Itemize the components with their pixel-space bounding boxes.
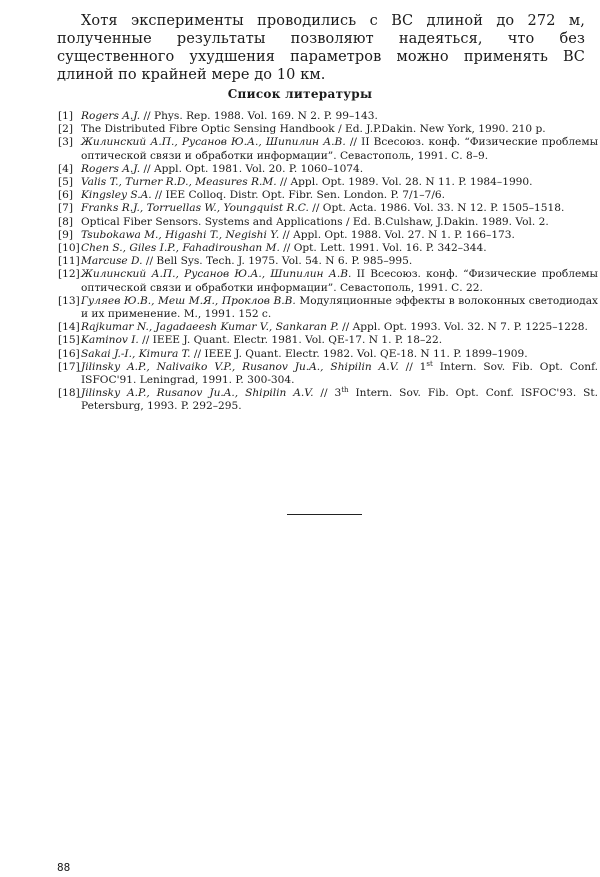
reference-authors: Kaminov I.: [81, 334, 139, 347]
reference-text: // Appl. Opt. 1988. Vol. 27. N 1. P. 166–173.: [279, 228, 515, 241]
reference-text: // 3: [313, 387, 342, 400]
reference-number: [18]: [58, 387, 80, 400]
reference-item: [58, 361, 598, 387]
reference-item: [58, 268, 598, 294]
page-number: 88: [57, 861, 71, 874]
intro-paragraph: Хотя эксперименты проводились с ВС длиной до 272 м, полученные результаты позволяют надеяться, что без существенного ухудшения параметров можно применять ВС длиной по крайней мере до 10 км.: [57, 13, 585, 83]
reference-number: [10]: [58, 242, 80, 255]
reference-superscript: th: [341, 386, 349, 395]
reference-text: // Phys. Rep. 1988. Vol. 169. N 2. P. 99–143.: [140, 110, 378, 122]
reference-item: [58, 387, 598, 413]
reference-number: [11]: [58, 255, 80, 268]
reference-text: Optical Fiber Sensors. Systems and Applications / Ed. B.Culshaw, J.Dakin. 1989. Vol. 2.: [81, 215, 549, 228]
reference-item: [58, 334, 598, 347]
reference-text: // Appl. Opt. 1993. Vol. 32. N 7. P. 1225–1228.: [338, 321, 588, 334]
reference-text: // IEEE J. Quant. Electr. 1982. Vol. QE-18. N 11. P. 1899–1909.: [190, 347, 528, 360]
reference-authors: Jilinsky A.P., Nalivaiko V.P., Rusanov Ju.A., Shipilin A.V.: [81, 360, 399, 373]
reference-item: [58, 123, 598, 136]
reference-authors: Franks R.J., Torruellas W., Youngquist R.C.: [81, 202, 309, 215]
reference-authors: Жилинский А.П., Русанов Ю.А., Шипилин А.В.: [81, 268, 352, 281]
reference-number: [13]: [58, 294, 80, 307]
reference-number: [4]: [58, 162, 74, 175]
reference-item: [58, 176, 598, 189]
reference-text: // IEE Colloq. Distr. Opt. Fibr. Sen. London. P. 7/1–7/6.: [151, 189, 446, 202]
reference-text: // IEEE J. Quant. Electr. 1981. Vol. QE-17. N 1. P. 18–22.: [138, 334, 443, 347]
reference-number: [1]: [58, 110, 74, 122]
reference-number: [5]: [58, 176, 74, 189]
reference-authors: Rogers A.J.: [81, 162, 141, 175]
reference-number: [17]: [58, 360, 80, 373]
reference-text-continued: Intern. Sov. Fib. Opt. Conf. ISFOC'93. St. Petersburg, 1993. P. 292–295.: [81, 387, 598, 413]
reference-authors: Rajkumar N., Jagadaeesh Kumar V., Sankaran P.: [81, 321, 339, 334]
reference-text: // Appl. Opt. 1981. Vol. 20. P. 1060–1074.: [140, 162, 364, 175]
reference-text: // 1: [398, 360, 427, 373]
reference-text: // Bell Sys. Tech. J. 1975. Vol. 54. N 6. P. 985–995.: [142, 255, 413, 268]
reference-authors: Гуляев Ю.В., Меш М.Я., Проклов В.В.: [81, 294, 296, 307]
reference-number: [9]: [58, 228, 74, 241]
reference-authors: Chen S., Giles I.P., Fahadiroushan M.: [81, 242, 280, 255]
reference-number: [2]: [58, 123, 74, 136]
reference-authors: Tsubokawa M., Higashi T., Negishi Y.: [81, 228, 280, 241]
reference-number: [3]: [58, 136, 74, 149]
reference-number: [8]: [58, 215, 74, 228]
reference-item: [58, 163, 598, 176]
reference-number: [7]: [58, 202, 74, 215]
reference-authors: Sakai J.-I., Kimura T.: [81, 347, 191, 360]
reference-text: // II Всесоюз. конф. “Физические проблемы оптической связи и обработки информации”. Севастополь, 1991. С. 8–9.: [81, 136, 598, 162]
reference-item: [58, 216, 598, 229]
reference-item: [58, 110, 598, 123]
reference-item: [58, 136, 598, 162]
section-divider: [287, 514, 362, 515]
reference-text: // Opt. Lett. 1991. Vol. 16. P. 342–344.: [279, 242, 487, 255]
reference-text: II Всесоюз. конф. “Физические проблемы оптической связи и обработки информации”. Севастополь, 1991. С. 22.: [81, 268, 598, 294]
reference-authors: Rogers A.J.: [81, 110, 141, 122]
reference-item: [58, 295, 598, 321]
reference-text: // Opt. Acta. 1986. Vol. 33. N 12. P. 1505–1518.: [308, 202, 565, 215]
reference-text: // Appl. Opt. 1989. Vol. 28. N 11. P. 1984–1990.: [276, 176, 533, 189]
reference-authors: Marcuse D.: [81, 255, 143, 268]
reference-authors: Kingsley S.A.: [81, 189, 152, 202]
reference-item: [58, 189, 598, 202]
reference-text: The Distributed Fibre Optic Sensing Handbook / Ed. J.P.Dakin. New York, 1990. 210 p.: [81, 123, 546, 136]
reference-item: [58, 255, 598, 268]
reference-authors: Жилинский А.П., Русанов Ю.А., Шипилин А.В.: [81, 136, 346, 149]
reference-number: [12]: [58, 268, 80, 281]
reference-item: [58, 321, 598, 334]
reference-item: [58, 202, 598, 215]
reference-text-continued: Intern. Sov. Fib. Opt. Conf. ISFOC'91. Leningrad, 1991. P. 300-304.: [81, 360, 598, 387]
reference-item: [58, 242, 598, 255]
reference-item: [58, 348, 598, 361]
reference-number: [6]: [58, 189, 74, 202]
references-list: [58, 110, 598, 414]
reference-item: [58, 229, 598, 242]
reference-authors: Jilinsky A.P., Rusanov Ju.A., Shipilin A.V.: [81, 387, 314, 400]
references-heading: Список литературы: [227, 87, 373, 101]
reference-superscript: st: [426, 359, 433, 368]
reference-text: Модуляционные эффекты в волоконных светодиодах и их применение. М., 1991. 152 с.: [81, 294, 598, 321]
reference-number: [14]: [58, 321, 80, 334]
reference-authors: Valis T., Turner R.D., Measures R.M.: [81, 176, 277, 189]
reference-number: [16]: [58, 347, 80, 360]
reference-number: [15]: [58, 334, 80, 347]
